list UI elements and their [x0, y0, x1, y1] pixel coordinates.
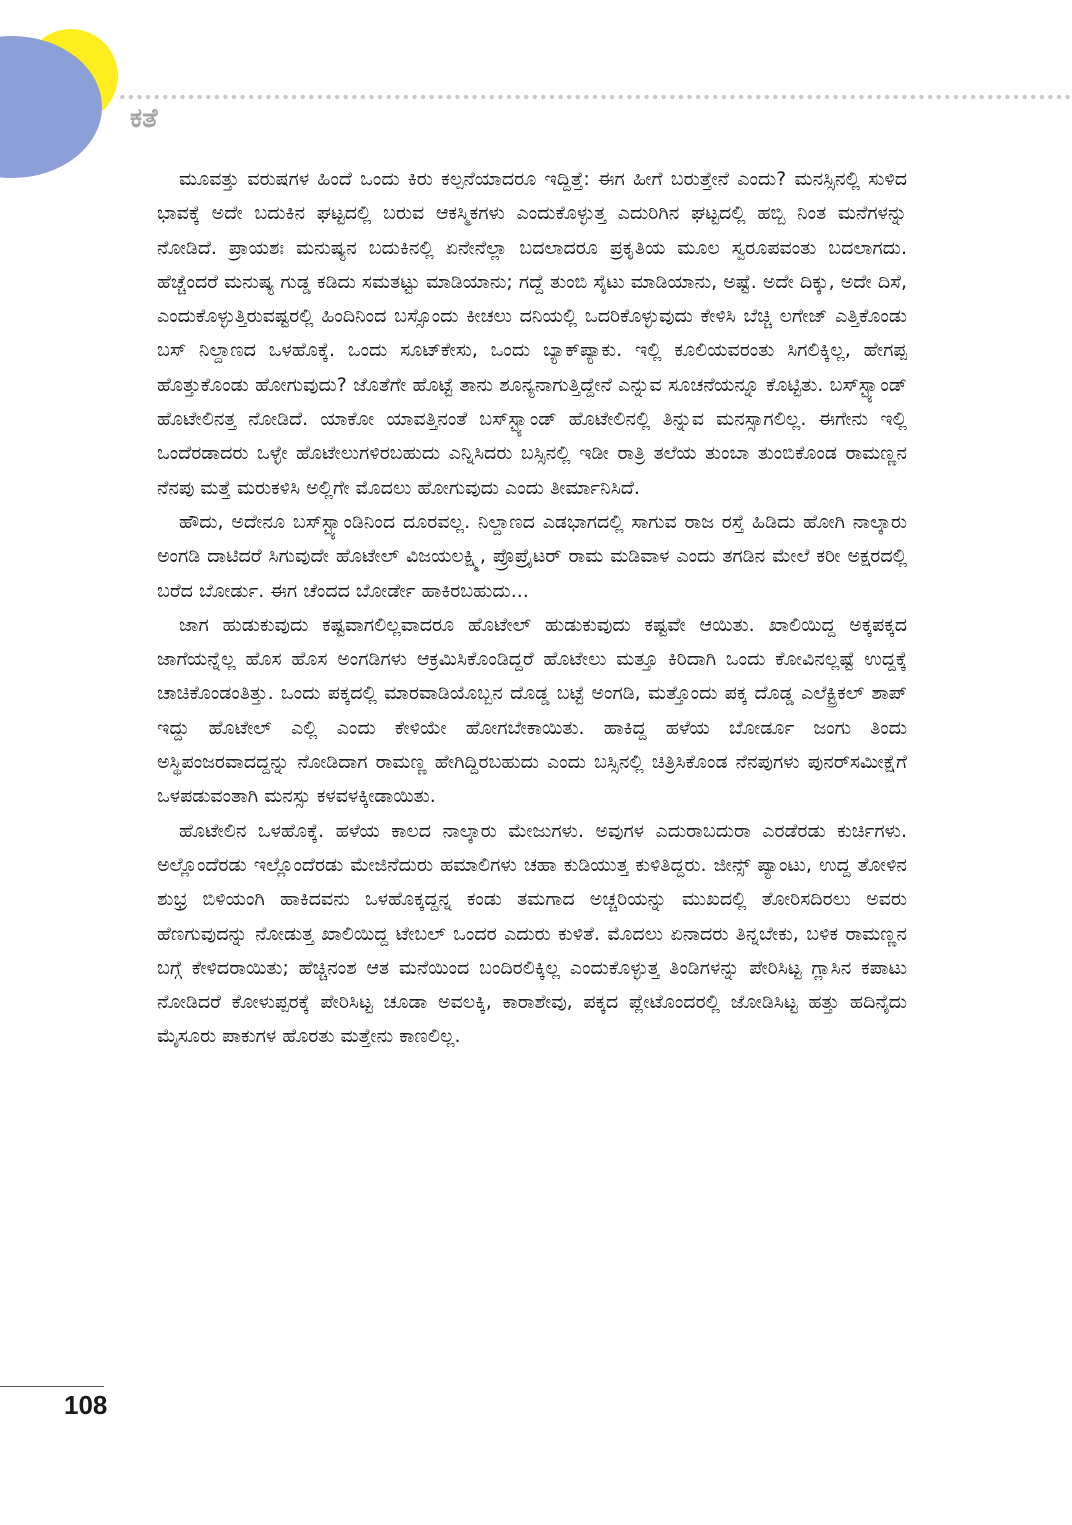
page-number-rule — [0, 1386, 104, 1387]
story-paragraph-3: ಜಾಗ ಹುಡುಕುವುದು ಕಷ್ಟವಾಗಲಿಲ್ಲವಾದರೂ ಹೊಟೇಲ್ ಹುಡುಕುವುದು ಕಷ್ಟವೇ ಆಯಿತು. ಖಾಲಿಯಿದ್ದ ಅಕ್ಕಪಕ್ಕದ ಜಾಗೆಯನ್ನೆಲ್ಲ ಹೊಸ ಹೊಸ ಅಂಗಡಿಗಳು ಆಕ್ರಮಿಸಿಕೊಂಡಿದ್ದರೆ ಹೊಟೇಲು ಮತ್ತೂ ಕಿರಿದಾಗಿ ಒಂದು ಕೋವಿನಲ್ಲಷ್ಟೆ ಉದ್ದಕ್ಕೆ ಚಾಚಿಕೊಂಡಂತಿತ್ತು. ಒಂದು ಪಕ್ಕದಲ್ಲಿ ಮಾರವಾಡಿಯೊಬ್ಬನ ದೊಡ್ಡ ಬಟ್ಟೆ ಅಂಗಡಿ, ಮತ್ತೊಂದು ಪಕ್ಕ ದೊಡ್ಡ ಎಲೆಕ್ಟ್ರಿಕಲ್ ಶಾಪ್ ಇದ್ದು ಹೊಟೇಲ್ ಎಲ್ಲಿ ಎಂದು ಕೇಳಿಯೇ ಹೋಗಬೇಕಾಯಿತು. ಹಾಕಿದ್ದ ಹಳೆಯ ಬೋರ್ಡೂ ಜಂಗು ತಿಂದು ಅಸ್ಥಿಪಂಜರವಾದದ್ದನ್ನು ನೋಡಿದಾಗ ರಾಮಣ್ಣ ಹೇಗಿದ್ದಿರಬಹುದು ಎಂದು ಬಸ್ಸಿನಲ್ಲಿ ಚಿತ್ರಿಸಿಕೊಂಡ ನೆನಪುಗಳು ಪುನರ್‌ಸಮೀಕ್ಷೆಗೆ ಒಳಪಡುವಂತಾಗಿ ಮನಸ್ಸು ಕಳವಳಕ್ಕೀಡಾಯಿತು. — [157, 613, 907, 808]
dotted-header-rule — [118, 94, 1070, 100]
section-label: ಕತೆ — [130, 103, 158, 134]
page-number: 108 — [64, 1390, 108, 1420]
story-paragraph-1: ಮೂವತ್ತು ವರುಷಗಳ ಹಿಂದೆ ಒಂದು ಕಿರು ಕಲ್ಪನೆಯಾದರೂ ಇದ್ದಿತ್ತೆ: ಈಗ ಹೀಗೆ ಬರುತ್ತೇನೆ ಎಂದು? ಮನಸ್ಸಿನಲ್ಲಿ ಸುಳಿದ ಭಾವಕ್ಕೆ ಅದೇ ಬದುಕಿನ ಘಟ್ಟದಲ್ಲಿ ಬರುವ ಆಕಸ್ಮಿಕಗಳು ಎಂದುಕೊಳ್ಳುತ್ತ ಎದುರಿಗಿನ ಘಟ್ಟದಲ್ಲಿ ಹಬ್ಬಿ ನಿಂತ ಮನೆಗಳನ್ನು ನೋಡಿದೆ. ಪ್ರಾಯಶಃ ಮನುಷ್ಯನ ಬದುಕಿನಲ್ಲಿ ಏನೇನೆಲ್ಲಾ ಬದಲಾದರೂ ಪ್ರಕೃತಿಯ ಮೂಲ ಸ್ವರೂಪವಂತು ಬದಲಾಗದು. ಹೆಚ್ಚೆಂದರೆ ಮನುಷ್ಯ ಗುಡ್ಡ ಕಡಿದು ಸಮತಟ್ಟು ಮಾಡಿಯಾನು; ಗದ್ದೆ ತುಂಬಿ ಸೈಟು ಮಾಡಿಯಾನು, ಅಷ್ಟೆ. ಅದೇ ದಿಕ್ಕು, ಅದೇ ದಿಸೆ, ಎಂದುಕೊಳ್ಳುತ್ತಿರುವಷ್ಟರಲ್ಲಿ ಹಿಂದಿನಿಂದ ಬಸ್ಸೊಂದು ಕೀಚಲು ದನಿಯಲ್ಲಿ ಒದರಿಕೊಳ್ಳುವುದು ಕೇಳಿಸಿ ಬೆಚ್ಚಿ ಲಗೇಜ್ ಎತ್ತಿಕೊಂಡು ಬಸ್ ನಿಲ್ದಾಣದ ಒಳಹೊಕ್ಕೆ. ಒಂದು ಸೂಟ್‌ಕೇಸು, ಒಂದು ಬ್ಯಾಕ್‌ಪ್ಯಾಕು. ಇಲ್ಲಿ ಕೂಲಿಯವರಂತು ಸಿಗಲಿಕ್ಕಿಲ್ಲ, ಹೇಗಪ್ಪ ಹೊತ್ತುಕೊಂಡು ಹೋಗುವುದು? ಜೊತೆಗೇ ಹೊಟ್ಟೆ ತಾನು ಶೂನ್ಯನಾಗುತ್ತಿದ್ದೇನೆ ಎನ್ನುವ ಸೂಚನೆಯನ್ನೂ ಕೊಟ್ಟಿತು. ಬಸ್‌ಸ್ಟ್ಯಾಂಡ್ ಹೊಟೇಲಿನತ್ತ ನೋಡಿದೆ. ಯಾಕೋ ಯಾವತ್ತಿನಂತೆ ಬಸ್‌ಸ್ಟ್ಯಾಂಡ್ ಹೊಟೇಲಿನಲ್ಲಿ ತಿನ್ನುವ ಮನಸ್ಸಾಗಲಿಲ್ಲ. ಈಗೇನು ಇಲ್ಲಿ ಒಂದೆರಡಾದರು ಒಳ್ಳೇ ಹೊಟೇಲುಗಳಿರಬಹುದು ಎನ್ನಿಸಿದರು ಬಸ್ಸಿನಲ್ಲಿ ಇಡೀ ರಾತ್ರಿ ತಲೆಯ ತುಂಬಾ ತುಂಬಿಕೊಂಡ ರಾಮಣ್ಣನ ನೆನಪು ಮತ್ತೆ ಮರುಕಳಿಸಿ ಅಲ್ಲಿಗೇ ಮೊದಲು ಹೋಗುವುದು ಎಂದು ತೀರ್ಮಾನಿಸಿದೆ. — [157, 168, 907, 499]
story-paragraph-2: ಹೌದು, ಅದೇನೂ ಬಸ್‌ಸ್ಟ್ಯಾಂಡಿನಿಂದ ದೂರವಲ್ಲ. ನಿಲ್ದಾಣದ ಎಡಭಾಗದಲ್ಲಿ ಸಾಗುವ ರಾಜ ರಸ್ತೆ ಹಿಡಿದು ಹೋಗಿ ನಾಲ್ಕಾರು ಅಂಗಡಿ ದಾಟಿದರೆ ಸಿಗುವುದೇ ಹೊಟೇಲ್ ವಿಜಯಲಕ್ಷ್ಮಿ, ಪ್ರೊಪ್ರೈಟರ್ ರಾಮ ಮಡಿವಾಳ ಎಂದು ತಗಡಿನ ಮೇಲೆ ಕರೀ ಅಕ್ಷರದಲ್ಲಿ ಬರೆದ ಬೋರ್ಡು. ಈಗ ಚೆಂದದ ಬೋರ್ಡೇ ಹಾಕಿರಬಹುದು... — [157, 510, 907, 602]
story-body — [157, 162, 907, 1054]
story-paragraph-4: ಹೊಟೇಲಿನ ಒಳಹೊಕ್ಕೆ. ಹಳೆಯ ಕಾಲದ ನಾಲ್ಕಾರು ಮೇಜುಗಳು. ಅವುಗಳ ಎದುರಾಬದುರಾ ಎರಡೆರಡು ಕುರ್ಚಿಗಳು. ಅಲ್ಲೊಂದೆರಡು ಇಲ್ಲೊಂದೆರಡು ಮೇಜಿನೆದುರು ಹಮಾಲಿಗಳು ಚಹಾ ಕುಡಿಯುತ್ತ ಕುಳಿತಿದ್ದರು. ಜೀನ್ಸ್ ಪ್ಯಾಂಟು, ಉದ್ದ ತೋಳಿನ ಶುಭ್ರ ಬಿಳಿಯಂಗಿ ಹಾಕಿದವನು ಒಳಹೊಕ್ಕದ್ದನ್ನ ಕಂಡು ತಮಗಾದ ಅಚ್ಚರಿಯನ್ನು ಮುಖದಲ್ಲಿ ತೋರಿಸದಿರಲು ಅವರು ಹೆಣಗುವುದನ್ನು ನೋಡುತ್ತ ಖಾಲಿಯಿದ್ದ ಟೇಬಲ್ ಒಂದರ ಎದುರು ಕುಳಿತೆ. ಮೊದಲು ಏನಾದರು ತಿನ್ನಬೇಕು, ಬಳಿಕ ರಾಮಣ್ಣನ ಬಗ್ಗೆ ಕೇಳಿದರಾಯಿತು; ಹೆಚ್ಚಿನಂಶ ಆತ ಮನೆಯಿಂದ ಬಂದಿರಲಿಕ್ಕಿಲ್ಲ ಎಂದುಕೊಳ್ಳುತ್ತ ತಿಂಡಿಗಳನ್ನು ಪೇರಿಸಿಟ್ಟ ಗ್ಲಾಸಿನ ಕಪಾಟು ನೋಡಿದರೆ ಕೋಳುಪ್ಪರಕ್ಕೆ ಪೇರಿಸಿಟ್ಟ ಚೂಡಾ ಅವಲಕ್ಕಿ, ಕಾರಾಶೇವು, ಪಕ್ಕದ ಪ್ಲೇಟೊಂದರಲ್ಲಿ ಜೋಡಿಸಿಟ್ಟ ಹತ್ತು ಹದಿನೈದು ಮೈಸೂರು ಪಾಕುಗಳ ಹೊರತು ಮತ್ತೇನು ಕಾಣಲಿಲ್ಲ. — [157, 819, 907, 1048]
